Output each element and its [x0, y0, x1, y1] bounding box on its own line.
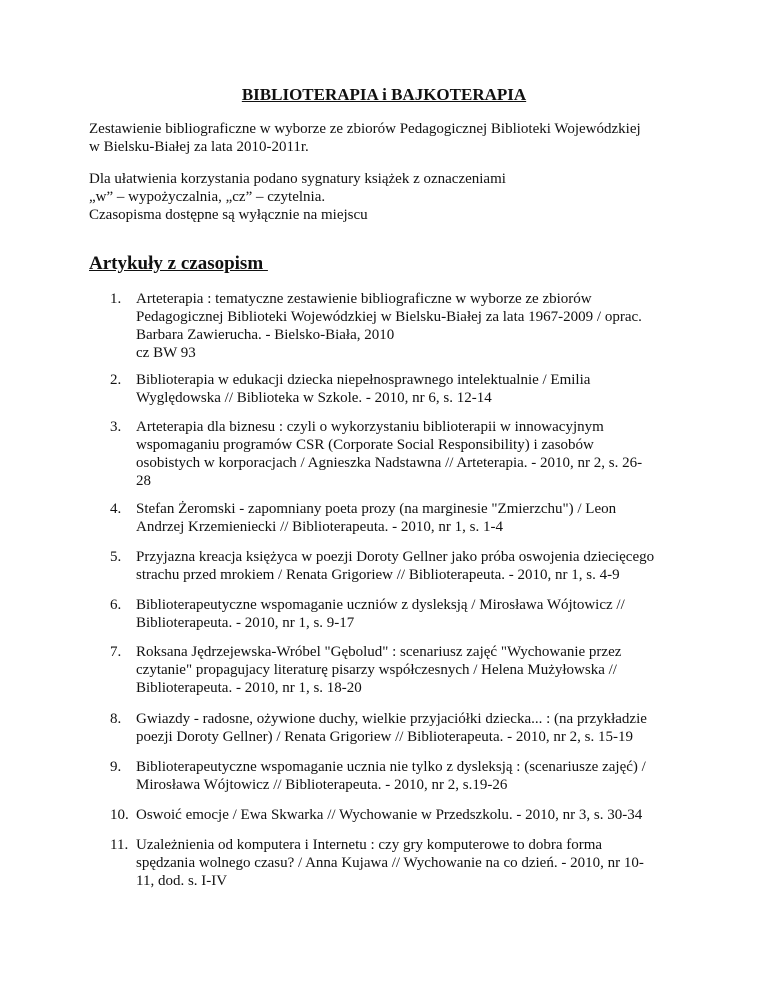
list-item-text: Arteterapia dla biznesu : czyli o wykorzystaniu biblioterapii w innowacyjnym wspomaganiu programów CSR (Corporate Social Responsibility) i zasobów osobistych w korporacjach / Agnieszka Nadstawna // Arteterapia. - 2010, nr 2, s. 26- 28 — [136, 419, 643, 489]
list-item-number: 10. — [110, 807, 129, 823]
list-item-text: Biblioterapia w edukacji dziecka niepełnosprawnego intelektualnie / Emilia Wyględowska // Biblioteka w Szkole. - 2010, nr 6, s. 12-14 — [136, 372, 591, 406]
list-item-number: 1. — [110, 291, 122, 307]
list-item-text: Arteterapia : tematyczne zestawienie bibliograficzne w wyborze ze zbiorów Pedagogicznej Biblioteki Wojewódzkiej w Bielsku-Białej za lata 1967-2009 / oprac. Barbara Zawierucha. - Bielsko-Biała, 2010 cz BW 93 — [136, 291, 642, 361]
list-item-text: Oswoić emocje / Ewa Skwarka // Wychowanie w Przedszkolu. - 2010, nr 3, s. 30-34 — [136, 807, 643, 823]
list-item-number: 7. — [110, 644, 122, 660]
list-item — [110, 418, 680, 490]
list-item-number: 11. — [110, 837, 129, 853]
list-item — [110, 643, 680, 697]
list-item — [110, 806, 680, 824]
document-title: BIBLIOTERAPIA i BAJKOTERAPIA — [241, 85, 527, 104]
list-item — [110, 500, 680, 536]
list-item-text: Biblioterapeutyczne wspomaganie uczniów z dysleksją / Mirosława Wójtowicz // Biblioterapeuta. - 2010, nr 1, s. 9-17 — [136, 597, 625, 631]
list-item — [110, 371, 680, 407]
section-heading: Artykuły z czasopism — [89, 253, 268, 274]
list-item — [110, 758, 680, 794]
list-item — [110, 596, 680, 632]
list-item-text: Roksana Jędrzejewska-Wróbel "Gębolud" : scenariusz zajęć "Wychowanie przez czytanie" propagujacy literaturę pisarzy współczesnych / Helena Mużyłowska // Biblioterapeuta. - 2010, nr 1, s. 18-20 — [136, 644, 622, 696]
list-item-text: Gwiazdy - radosne, ożywione duchy, wielkie przyjaciółki dziecka... : (na przykładzie poezji Doroty Gellner) / Renata Grigoriew // Biblioterapeuta. - 2010, nr 2, s. 15-19 — [136, 711, 647, 745]
intro-text-2-line-3: Czasopisma dostępne są wyłącznie na miejscu — [89, 207, 368, 223]
intro-paragraph-2 — [89, 170, 689, 224]
list-item-number: 3. — [110, 419, 122, 435]
list-item — [110, 548, 680, 584]
list-item-text: Stefan Żeromski - zapomniany poeta prozy (na marginesie "Zmierzchu") / Leon Andrzej Krzemieniecki // Biblioterapeuta. - 2010, nr 1, s. 1-4 — [136, 501, 617, 535]
list-item — [110, 290, 680, 362]
list-item-number: 4. — [110, 501, 122, 517]
list-item-text: Uzależnienia od komputera i Internetu : czy gry komputerowe to dobra forma spędzania wolnego czasu? / Anna Kujawa // Wychowanie na co dzień. - 2010, nr 10- 11, dod. s. I-IV — [136, 837, 644, 889]
list-item-number: 8. — [110, 711, 122, 727]
list-item — [110, 836, 680, 890]
intro-text-2-line-1: Dla ułatwienia korzystania podano sygnatury książek z oznaczeniami — [89, 171, 506, 187]
list-item-number: 2. — [110, 372, 122, 388]
list-item-number: 5. — [110, 549, 122, 565]
intro-paragraph-1 — [89, 120, 689, 156]
intro-text-2-line-2: „w” – wypożyczalnia, „cz” – czytelnia. — [89, 189, 326, 205]
list-item-text: Biblioterapeutyczne wspomaganie ucznia nie tylko z dysleksją : (scenariusze zajęć) / Mirosława Wójtowicz // Biblioterapeuta. - 2010, nr 2, s.19-26 — [136, 759, 646, 793]
list-item — [110, 710, 680, 746]
list-item-number: 6. — [110, 597, 122, 613]
intro-text-1: Zestawienie bibliograficzne w wyborze ze zbiorów Pedagogicznej Biblioteki Wojewódzkiej w Bielsku-Białej za lata 2010-2011r. — [89, 121, 641, 155]
list-item-text: Przyjazna kreacja księżyca w poezji Doroty Gellner jako próba oswojenia dziecięcego strachu przed mrokiem / Renata Grigoriew // Biblioterapeuta. - 2010, nr 1, s. 4-9 — [136, 549, 655, 583]
list-item-number: 9. — [110, 759, 122, 775]
